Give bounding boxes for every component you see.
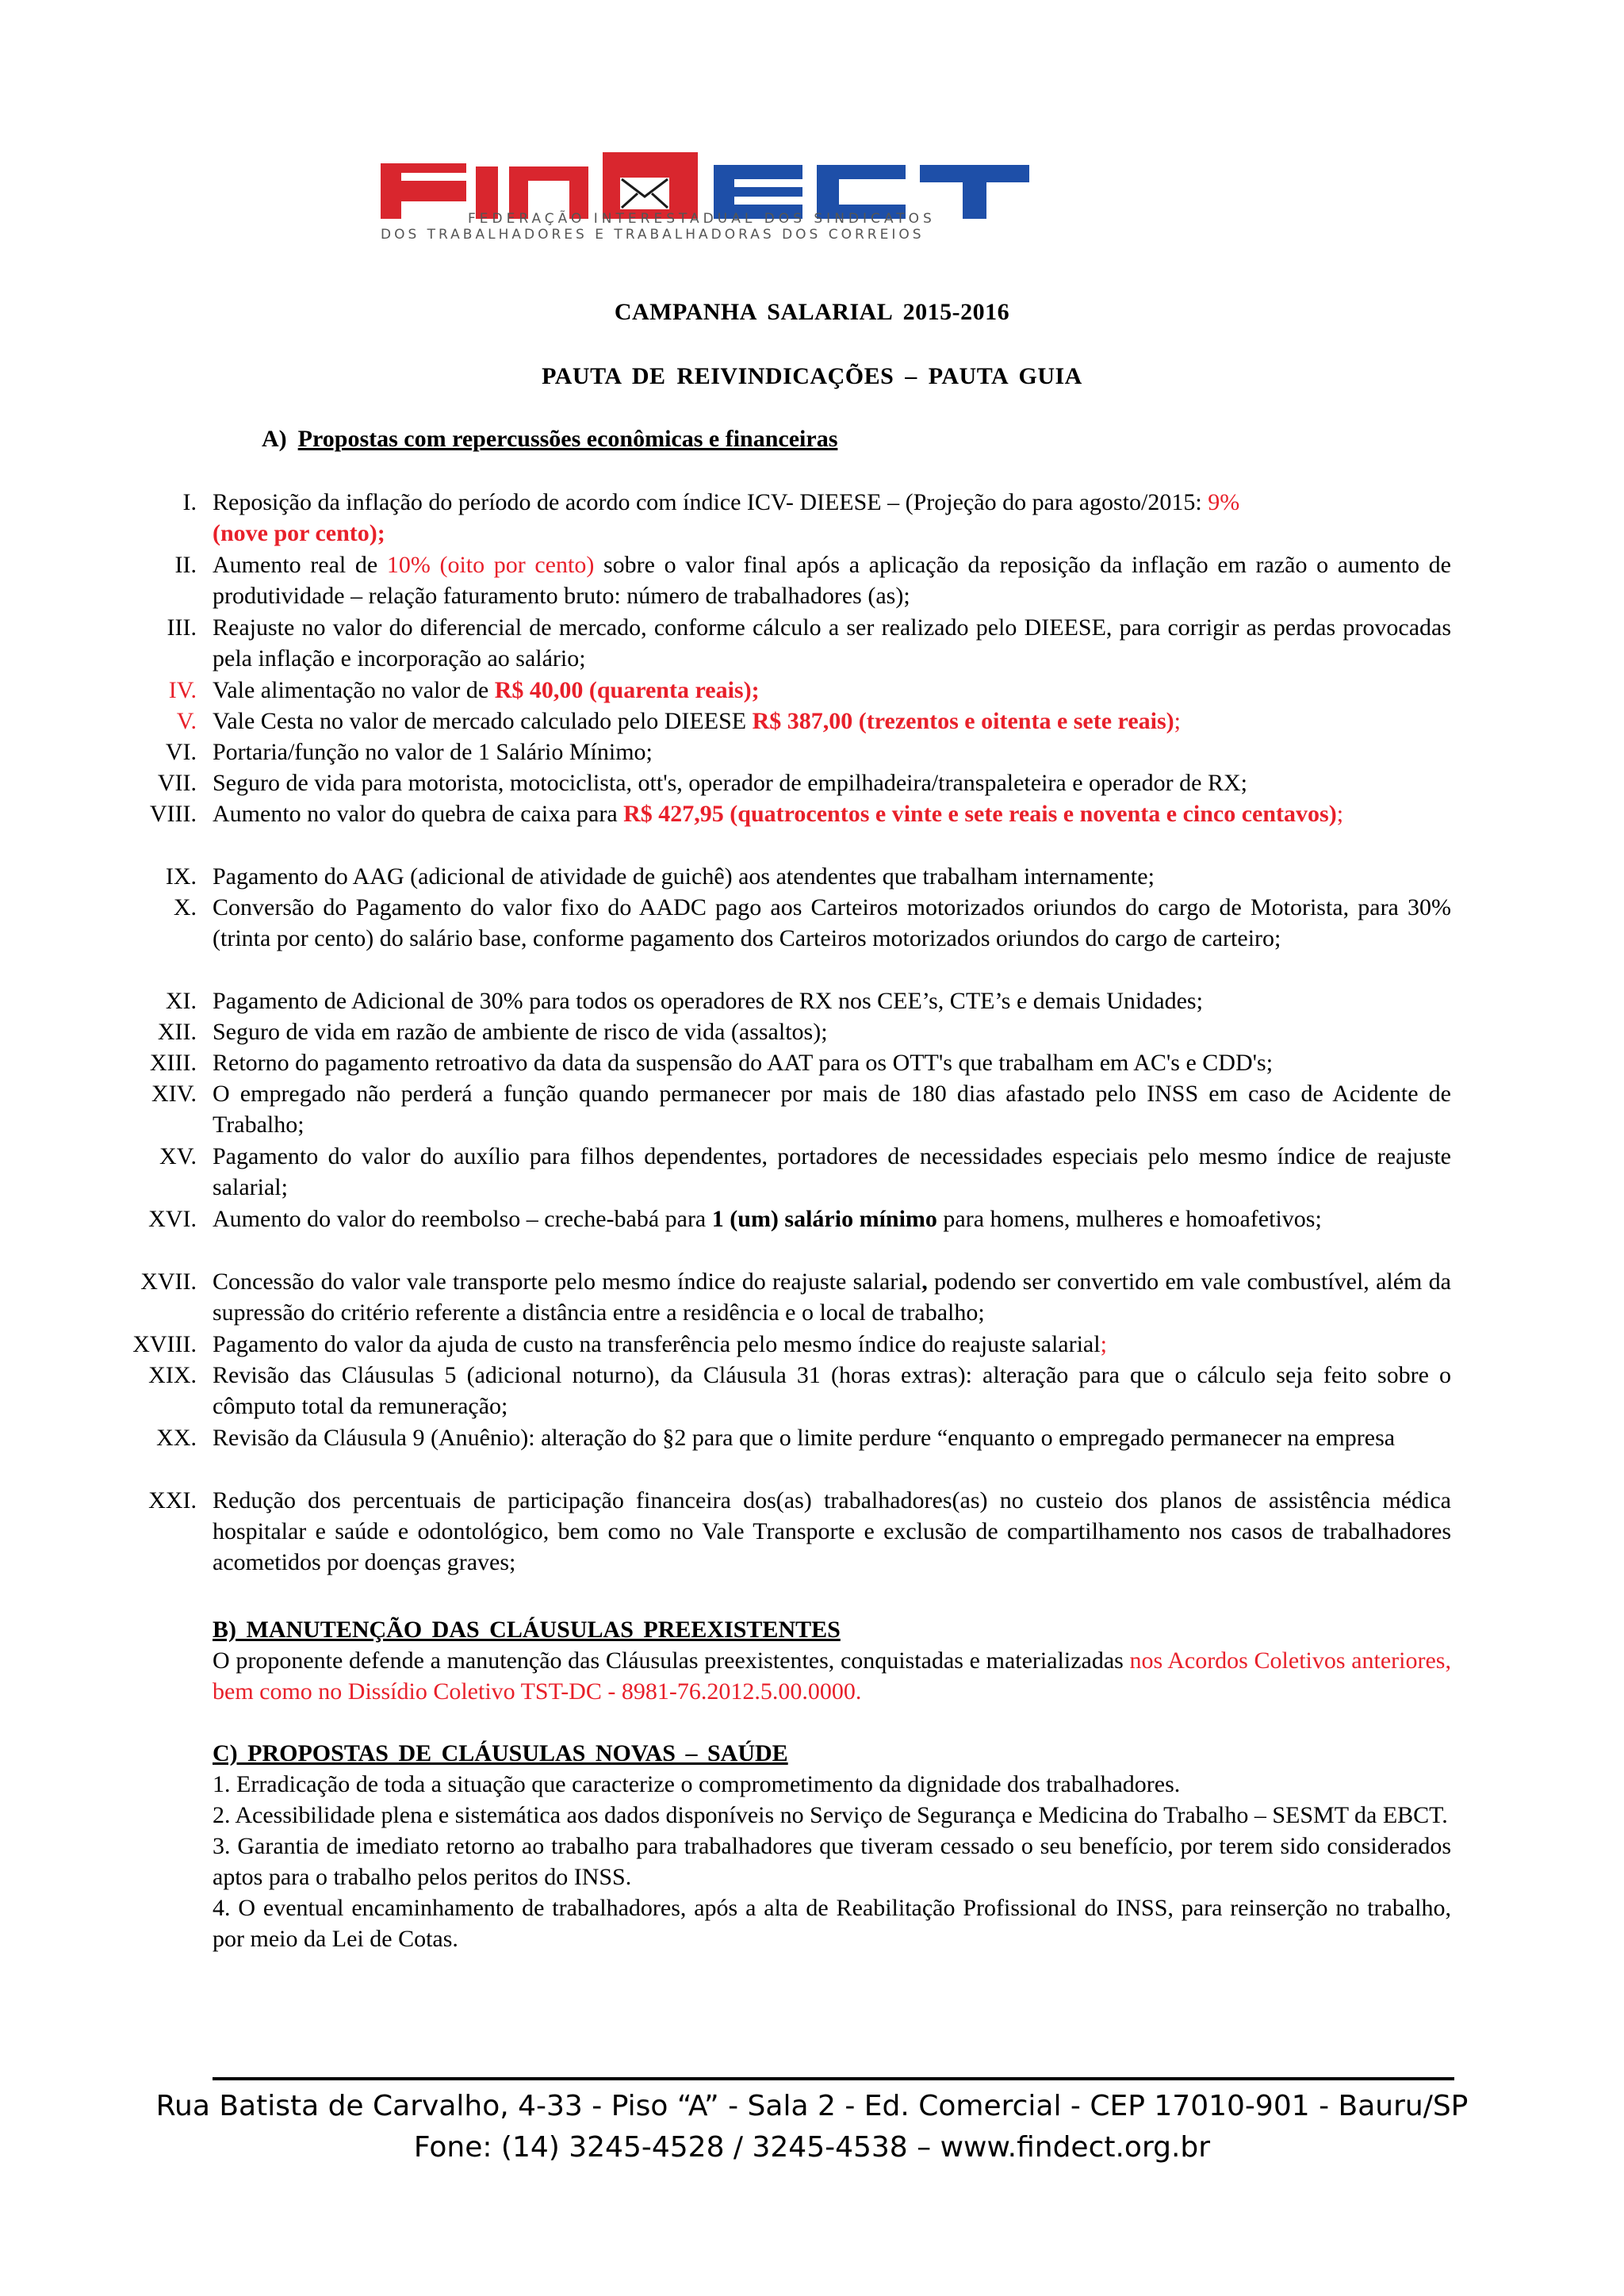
section-c-item: 4. O eventual encaminhamento de trabalhadores, após a alta de Reabilitação Profissional do INSS, para reinserção no trabalho, por meio da Lei de Cotas. [213,1895,1451,1952]
logo-subtitle-line-2: DOS TRABALHADORES E TRABALHADORAS DOS CORREIOS [381,227,925,243]
item-text: Reajuste no valor do diferencial de mercado, conforme cálculo a ser realizado pelo DIEESE, para corrigir as perdas provocadas pela inflação e incorporação ao salário; [213,614,1451,672]
item-number: III. [167,614,197,641]
section-b [213,1614,1451,1707]
item-text: Retorno do pagamento retroativo da data da suspensão do AAT para os OTT's que trabalham em AC's e CDD's; [213,1050,1274,1076]
section-c [213,1738,1451,1954]
footer-divider [213,2077,1454,2080]
item-number: V. [176,708,197,734]
section-a-label: Propostas com repercussões econômicas e financeiras [297,426,838,452]
section-c-item: 2. Acessibilidade plena e sistemática aos dados disponíveis no Serviço de Segurança e Medicina do Trabalho – SESMT da EBCT. [213,1802,1448,1828]
item-number: XVII. [140,1269,197,1295]
item-number: XI. [165,988,197,1014]
section-b-paragraph: O proponente defende a manutenção das Cláusulas preexistentes, conquistadas e materializadas nos Acordos Coletivos anteriores, bem como no Dissídio Coletivo TST-DC - 8981-76.2012.5.00.0000. [213,1647,1451,1705]
item-number: XXI. [148,1487,197,1513]
item-text: Pagamento do AAG (adicional de atividade de guichê) aos atendentes que trabalham internamente; [213,863,1155,890]
item-text: Pagamento do valor do auxílio para filhos dependentes, portadores de necessidades especiais pelo mesmo índice de reajuste salarial; [213,1143,1451,1200]
item-text: Pagamento de Adicional de 30% para todos os operadores de RX nos CEE’s, CTE’s e demais Unidades; [213,988,1203,1014]
footer-address: Rua Batista de Carvalho, 4-33 - Piso “A” - Sala 2 - Ed. Comercial - CEP 17010-901 - Bauru/SP [155,2090,1469,2122]
item-number: XX. [156,1425,197,1451]
section-c-item: 3. Garantia de imediato retorno ao trabalho para trabalhadores que tiveram cessado o seu benefício, por terem sido considerados aptos para o trabalho pelos peritos do INSS. [213,1833,1451,1890]
item-number: XIV. [151,1081,197,1107]
item-number: XIII. [149,1050,197,1076]
section-c-heading: C) PROPOSTAS DE CLÁUSULAS NOVAS – SAÚDE [213,1740,788,1766]
item-number: XII. [157,1019,197,1045]
item-text: Pagamento do valor da ajuda de custo na transferência pelo mesmo índice do reajuste salarial; [213,1331,1107,1357]
item-text: Portaria/função no valor de 1 Salário Mínimo; [213,739,653,765]
footer-contact: Fone: (14) 3245-4528 / 3245-4538 – www.findect.org.br [413,2131,1211,2164]
item-number: IV. [168,677,197,703]
item-number: IX. [165,863,197,890]
section-c-item: 1. Erradicação de toda a situação que caracterize o comprometimento da dignidade dos trabalhadores. [213,1771,1181,1797]
item-text: O empregado não perderá a função quando permanecer por mais de 180 dias afastado pelo INSS em caso de Acidente de Trabalho; [213,1081,1451,1138]
document-subtitle: PAUTA DE REIVINDICAÇÕES – PAUTA GUIA [542,363,1082,389]
item-text: Redução dos percentuais de participação financeira dos(as) trabalhadores(as) no custeio dos planos de assistência médica hospitalar e saúde e odontológico, bem como no Vale Transporte e exclusão de compartilhamento nos casos de trabalhadores acometidos por doenças graves; [213,1487,1451,1575]
item-number: X. [173,894,197,920]
item-number: XV. [159,1143,197,1169]
item-text: Vale Cesta no valor de mercado calculado pelo DIEESE R$ 387,00 (trezentos e oitenta e sete reais); [213,708,1181,734]
item-text: Aumento no valor do quebra de caixa para R$ 427,95 (quatrocentos e vinte e sete reais e noventa e cinco centavos); [213,801,1344,827]
item-text: Conversão do Pagamento do valor fixo do AADC pago aos Carteiros motorizados oriundos do cargo de Motorista, para 30% (trinta por cento) do salário base, conforme pagamento dos Carteiros motorizados oriundos do cargo de carteiro; [213,894,1451,951]
item-text: Revisão das Cláusulas 5 (adicional noturno), da Cláusula 31 (horas extras): alteração para que o cálculo seja feito sobre o cômputo total da remuneração; [213,1362,1451,1419]
item-number: VII. [157,770,197,796]
section-a-heading [262,426,837,453]
item-text: Concessão do valor vale transporte pelo mesmo índice do reajuste salarial, podendo ser convertido em vale combustível, além da supressão do critério referente a distância entre a residência e o local de trabalho; [213,1269,1451,1326]
section-b-heading: B) MANUTENÇÃO DAS CLÁUSULAS PREEXISTENTES [213,1617,841,1643]
document-title: CAMPANHA SALARIAL 2015-2016 [614,299,1010,325]
item-text: Seguro de vida em razão de ambiente de risco de vida (assaltos); [213,1019,828,1045]
section-a-letter: A) [262,426,287,452]
item-number: VI. [165,739,197,765]
item-number: XIX. [148,1362,197,1388]
item-text: Revisão da Cláusula 9 (Anuênio): alteração do §2 para que o limite perdure “enquanto o empregado permanecer na empresa [213,1425,1396,1451]
item-number: II. [174,552,197,578]
item-text: Seguro de vida para motorista, motociclista, ott's, operador de empilhadeira/transpaleteira e operador de RX; [213,770,1247,796]
item-number: XVI. [148,1206,197,1232]
findect-logo [373,149,1261,244]
item-text: Aumento real de 10% (oito por cento) sobre o valor final após a aplicação da reposição da inflação em razão o aumento de produtividade – relação faturamento bruto: número de trabalhadores (as); [213,552,1451,609]
item-text: Reposição da inflação do período de acordo com índice ICV- DIEESE – (Projeção do para agosto/2015: 9% (nove por cento); [213,489,1240,546]
item-text: Aumento do valor do reembolso – creche-babá para 1 (um) salário mínimo para homens, mulheres e homoafetivos; [213,1206,1322,1232]
item-number: XVIII. [132,1331,197,1357]
item-text: Vale alimentação no valor de R$ 40,00 (quarenta reais); [213,677,760,703]
logo-subtitle-line-1: FEDERAÇÃO INTERESTADUAL DOS SINDICATOS [468,211,936,227]
item-number: I. [182,489,197,515]
item-number: VIII. [149,801,197,827]
